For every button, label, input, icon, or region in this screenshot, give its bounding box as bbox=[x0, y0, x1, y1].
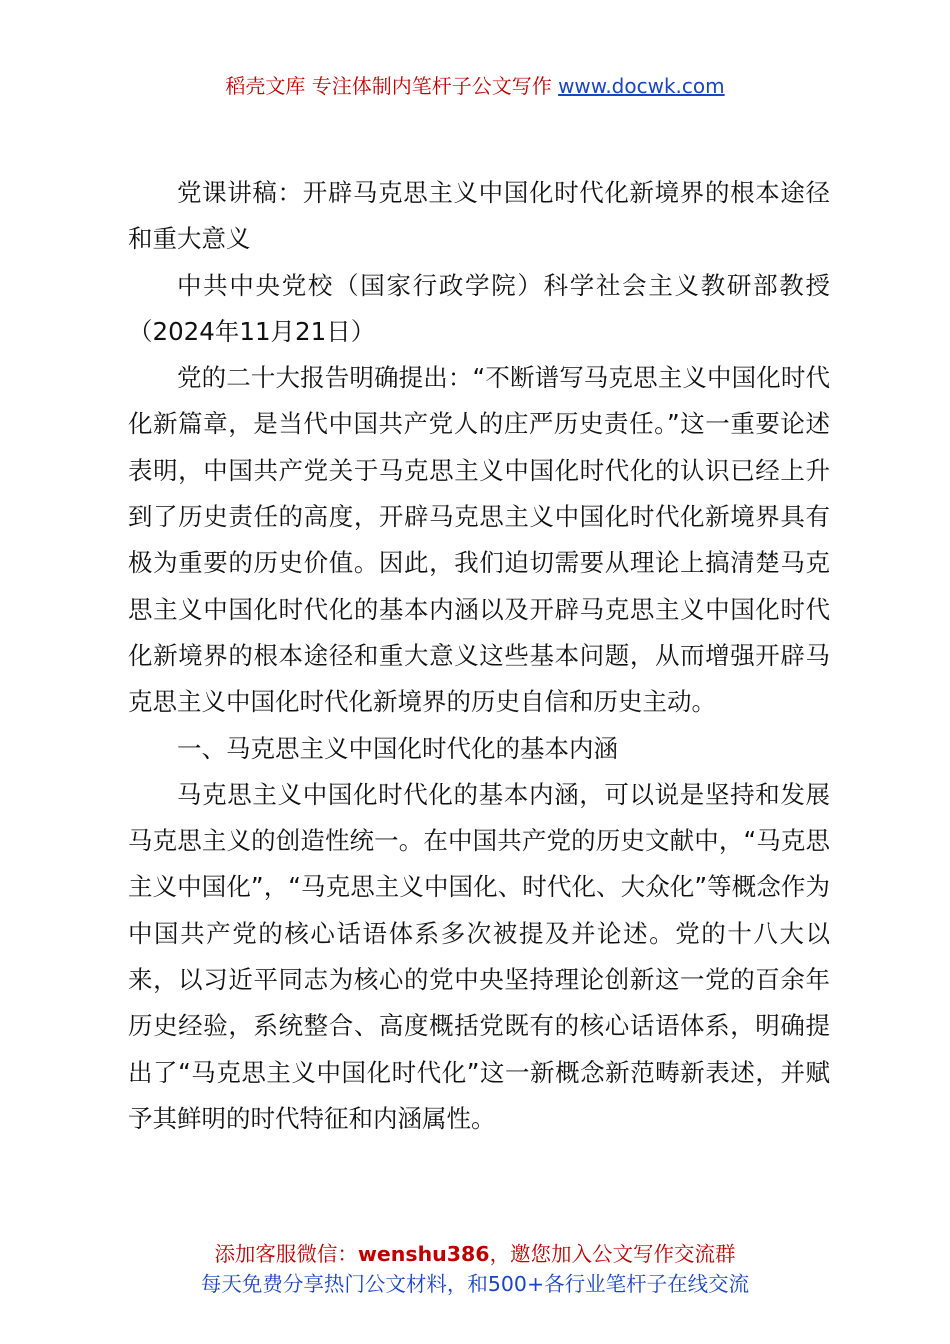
page-footer bbox=[0, 1239, 950, 1299]
brand-text: 稻壳文库 专注体制内笔杆子公文写作 bbox=[225, 74, 559, 98]
footer-contact-line bbox=[0, 1239, 950, 1269]
document-author: 中共中央党校（国家行政学院）科学社会主义教研部教授（2024年11月21日） bbox=[128, 270, 830, 346]
intro-paragraph: 党的二十大报告明确提出：“不断谱写马克思主义中国化时代化新篇章，是当代中国共产党人的庄严历史责任。”这一重要论述表明，中国共产党关于马克思主义中国化时代化的认识已经上升到了历史责任的高度，开辟马克思主义中国化时代化新境界具有极为重要的历史价值。因此，我们迫切需要从理论上搞清楚马克思主义中国化时代化的基本内涵以及开辟马克思主义中国化时代化新境界的根本途径和重大意义这些基本问题，从而增强开辟马克思主义中国化时代化新境界的历史自信和历史主动。 bbox=[128, 363, 830, 717]
document-title: 党课讲稿：开辟马克思主义中国化时代化新境界的根本途径和重大意义 bbox=[128, 178, 830, 254]
section-heading: 一、马克思主义中国化时代化的基本内涵 bbox=[177, 733, 618, 763]
document-body bbox=[128, 170, 830, 1142]
wechat-id: wenshu386 bbox=[357, 1242, 490, 1266]
footer-promo-line: 每天免费分享热门公文材料，和500+各行业笔杆子在线交流 bbox=[200, 1272, 750, 1296]
footer-contact-prefix: 添加客服微信： bbox=[214, 1242, 358, 1266]
site-link[interactable]: www.docwk.com bbox=[558, 74, 725, 98]
body-paragraph: 马克思主义中国化时代化的基本内涵，可以说是坚持和发展马克思主义的创造性统一。在中国共产党的历史文献中，“马克思主义中国化”，“马克思主义中国化、时代化、大众化”等概念作为中国共产党的核心话语体系多次被提及并论述。党的十八大以来，以习近平同志为核心的党中央坚持理论创新这一党的百余年历史经验，系统整合、高度概括党既有的核心话语体系，明确提出了“马克思主义中国化时代化”这一新概念新范畴新表述，并赋予其鲜明的时代特征和内涵属性。 bbox=[128, 779, 830, 1133]
footer-contact-suffix: ，邀您加入公文写作交流群 bbox=[489, 1242, 736, 1266]
page-header bbox=[0, 70, 950, 99]
